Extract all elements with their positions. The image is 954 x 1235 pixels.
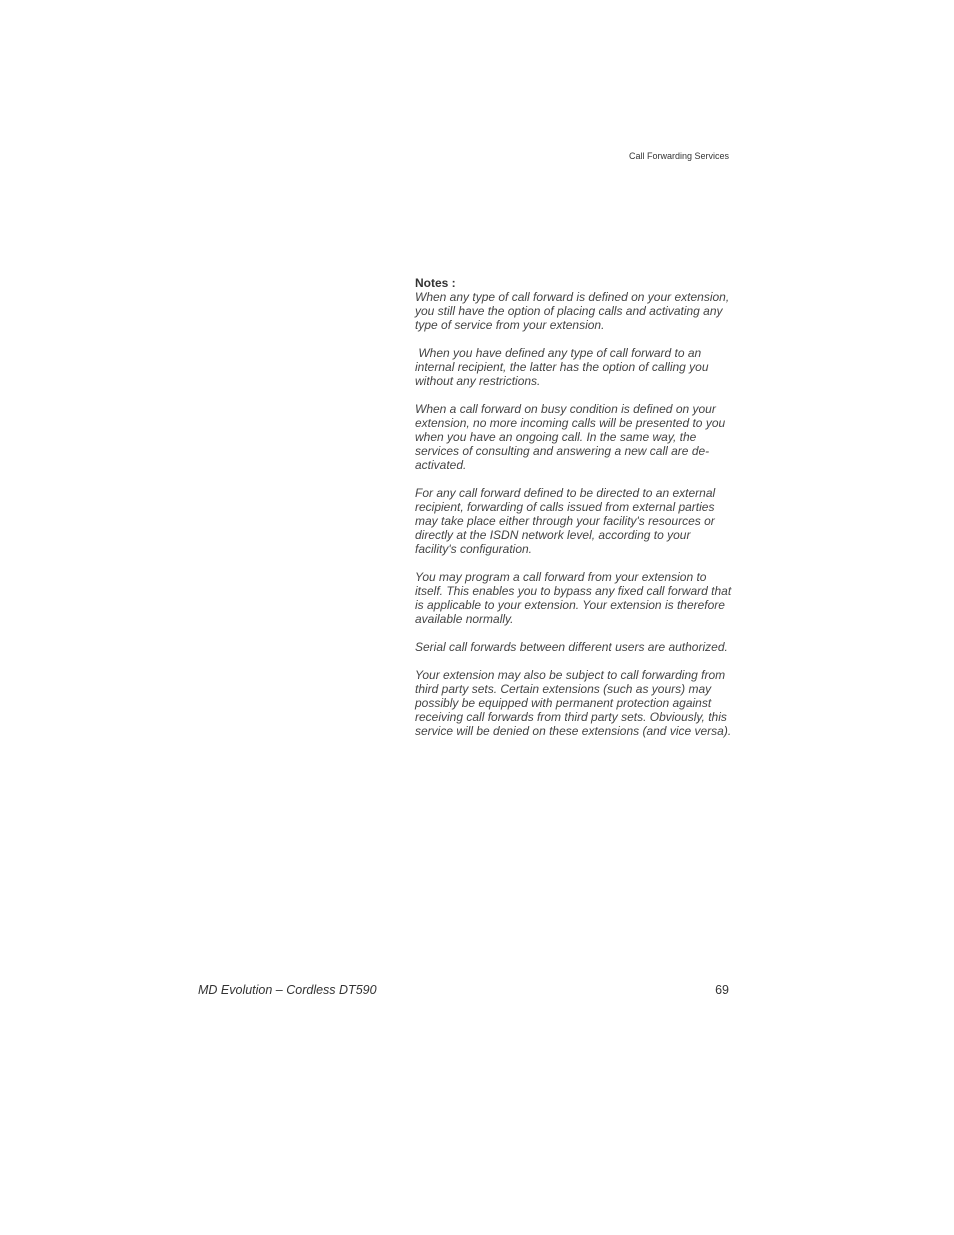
- note-paragraph-4: For any call forward defined to be directed to an external recipient, forwarding of calls issued from external parties may take place either through your facility's resources or directly at the ISDN network level, according to your facility's configuration.: [415, 486, 719, 556]
- note-paragraph-3: When a call forward on busy condition is defined on your extension, no more incoming calls will be presented to you when you have an ongoing call. In the same way, the services of consulting and answering a new call are de-activated.: [415, 402, 729, 472]
- note-paragraph-1: When any type of call forward is defined on your extension, you still have the option of placing calls and activating any type of service from your extension.: [415, 290, 733, 332]
- notes-heading: Notes :: [415, 276, 456, 290]
- footer-page-number: 69: [715, 983, 729, 997]
- running-header: Call Forwarding Services: [628, 151, 729, 161]
- note-paragraph-2: When you have defined any type of call forward to an internal recipient, the latter has the option of calling you without any restrictions.: [415, 346, 712, 388]
- note-paragraph-5: You may program a call forward from your extension to itself. This enables you to bypass any fixed call forward that is applicable to your extension. Your extension is therefore available normally.: [415, 570, 735, 626]
- footer-product-name: MD Evolution – Cordless DT590: [198, 983, 377, 997]
- note-paragraph-7: Your extension may also be subject to call forwarding from third party sets. Certain extensions (such as yours) may possibly be equipped with permanent protection against receiving call forwards from third party sets. Obviously, this service will be denied on these extensions (and vice versa).: [415, 668, 732, 738]
- note-paragraph-6: Serial call forwards between different users are authorized.: [415, 640, 728, 654]
- notes-section: [415, 276, 733, 752]
